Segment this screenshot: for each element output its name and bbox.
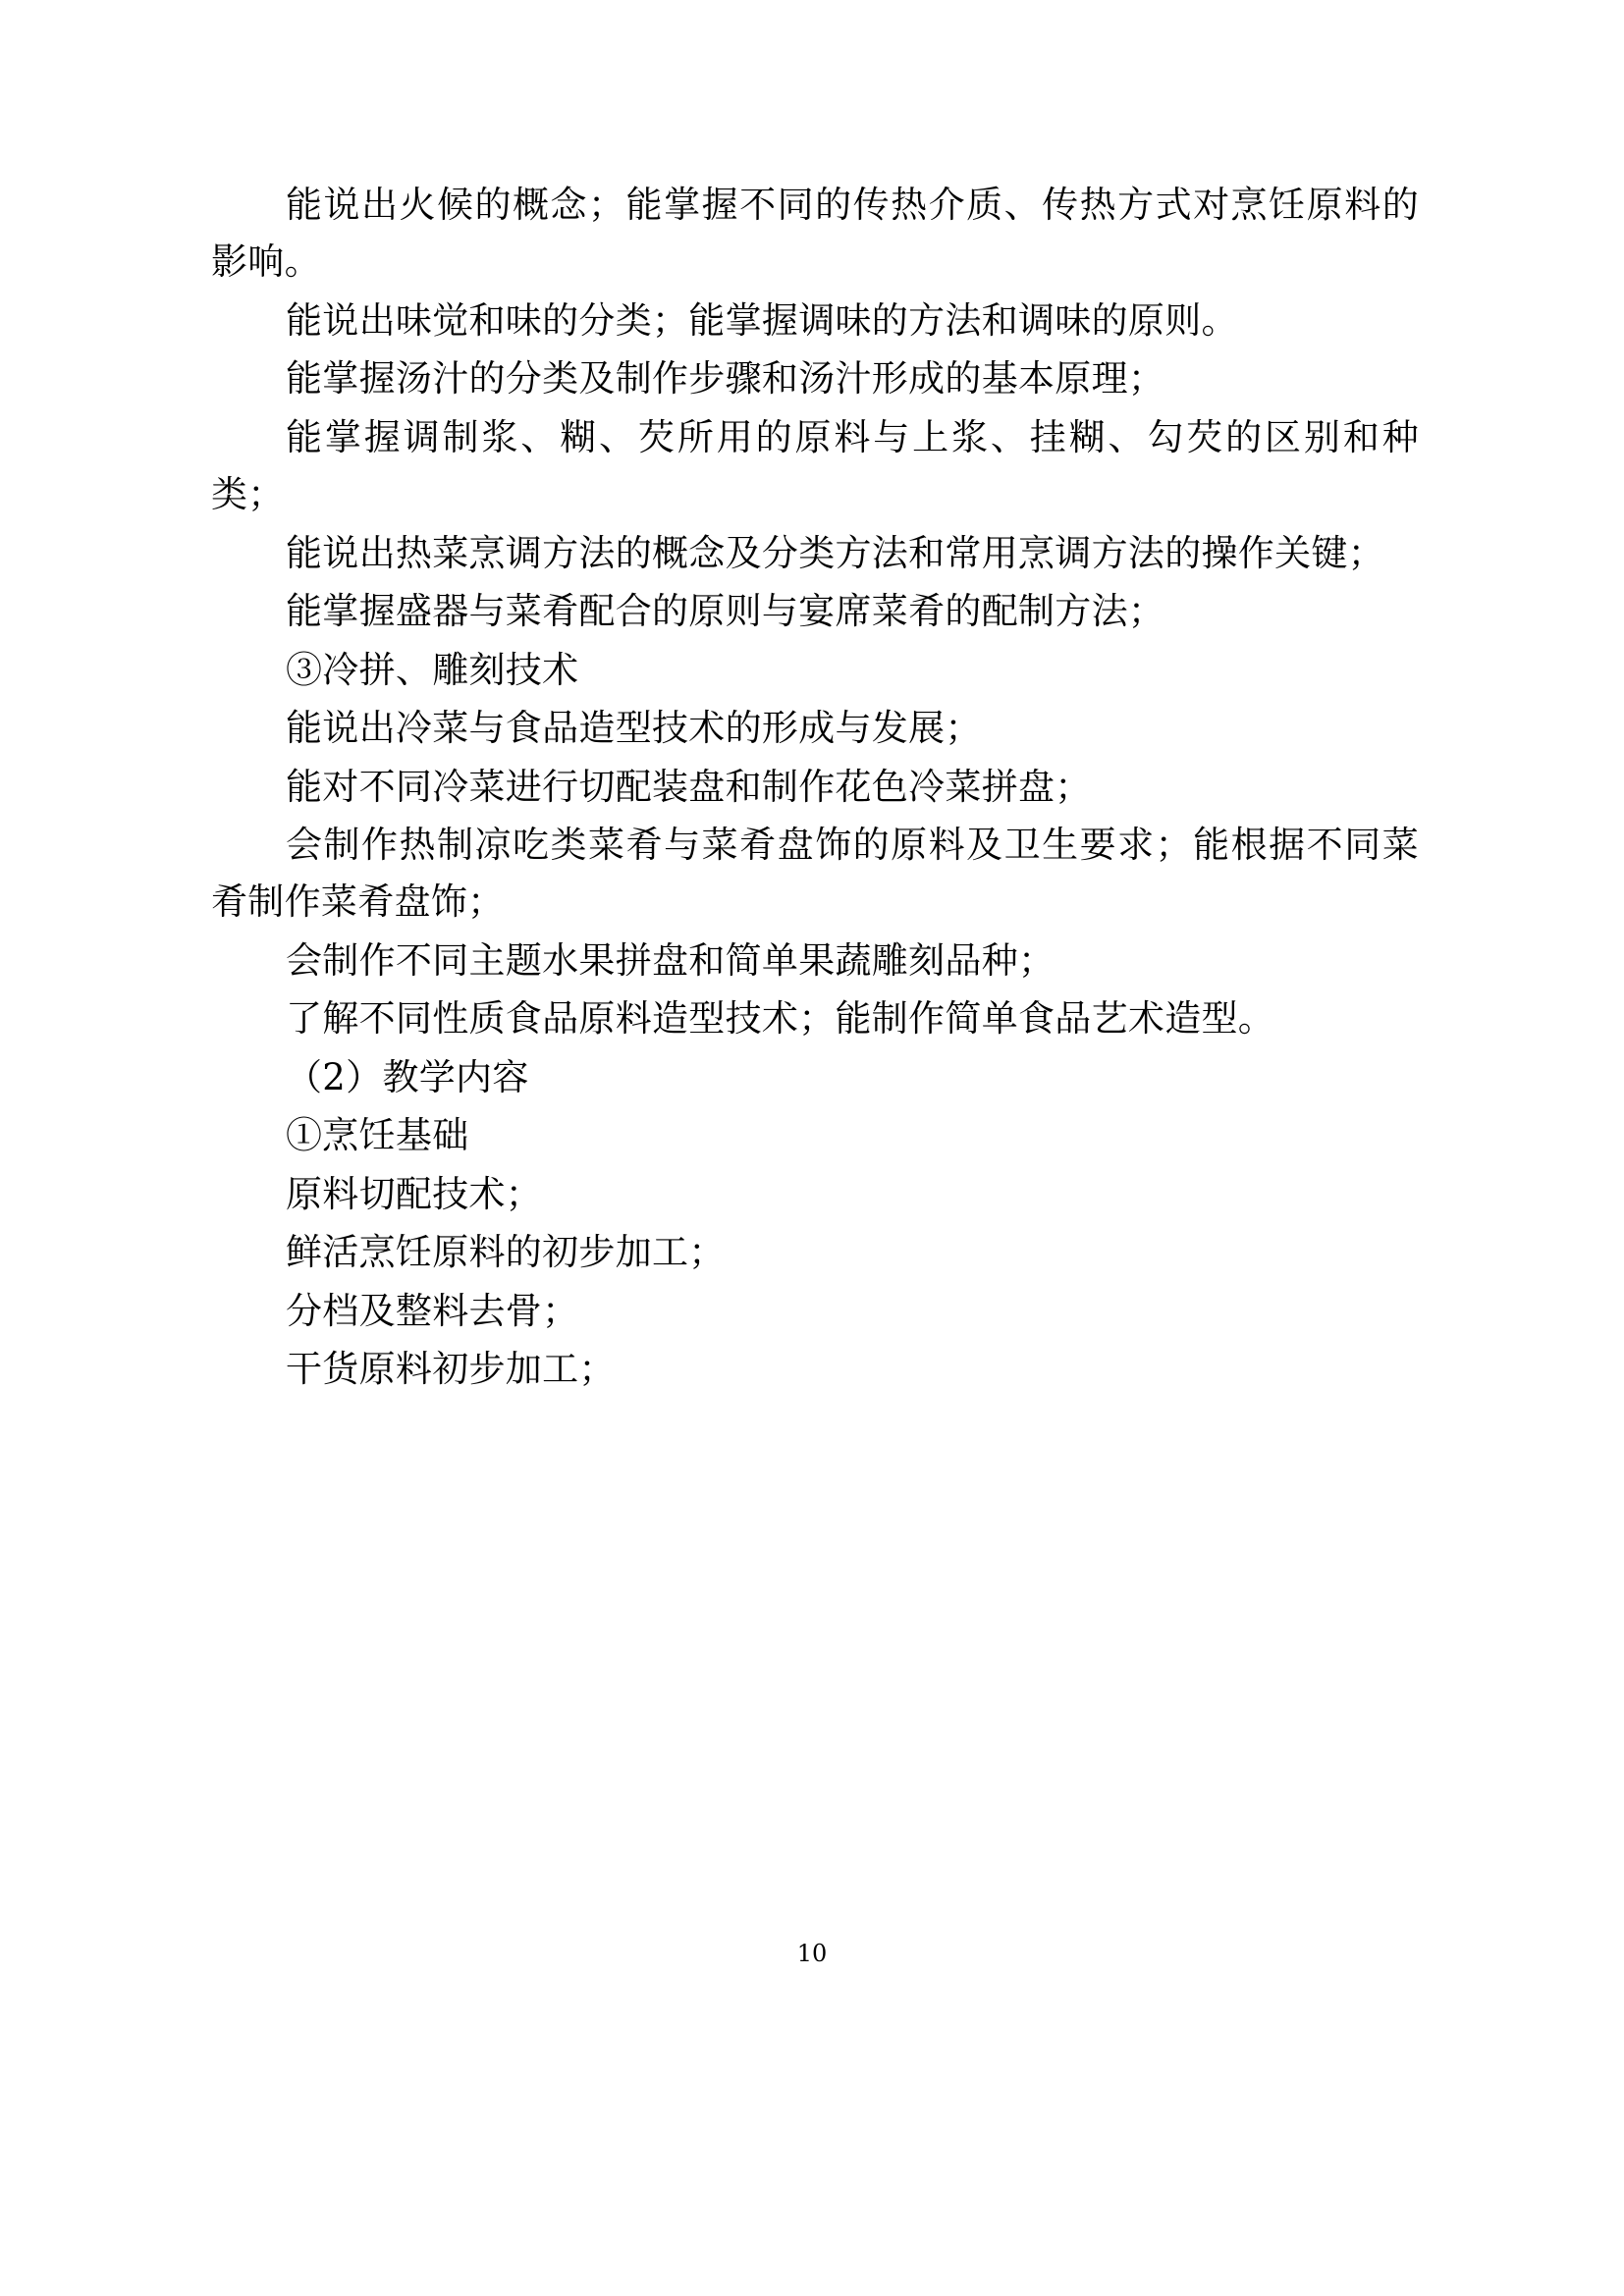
paragraph: 能掌握盛器与菜肴配合的原则与宴席菜肴的配制方法； bbox=[286, 590, 1165, 633]
page-number: 10 bbox=[796, 1940, 828, 1967]
list-item-heading: ①烹饪基础 bbox=[286, 1114, 469, 1157]
paragraph: 能说出冷菜与食品造型技术的形成与发展； bbox=[286, 707, 982, 750]
paragraph: 分档及整料去骨； bbox=[286, 1289, 579, 1332]
paragraph: 能对不同冷菜进行切配装盘和制作花色冷菜拼盘； bbox=[286, 765, 1092, 808]
paragraph: 干货原料初步加工； bbox=[286, 1348, 616, 1391]
paragraph: 了解不同性质食品原料造型技术；能制作简单食品艺术造型。 bbox=[286, 997, 1275, 1041]
list-item-heading: ③冷拼、雕刻技术 bbox=[286, 648, 579, 691]
paragraph: 原料切配技术； bbox=[286, 1172, 543, 1215]
section-heading: （2）教学内容 bbox=[286, 1055, 529, 1098]
paragraph: 鲜活烹饪原料的初步加工； bbox=[286, 1231, 726, 1274]
paragraph: 能掌握汤汁的分类及制作步骤和汤汁形成的基本原理； bbox=[286, 357, 1165, 400]
paragraph: 能掌握调制浆、糊、芡所用的原料与上浆、挂糊、勾芡的区别和种类； bbox=[211, 415, 1419, 516]
paragraph: 能说出味觉和味的分类；能掌握调味的方法和调味的原则。 bbox=[286, 298, 1238, 342]
paragraph: 能说出热菜烹调方法的概念及分类方法和常用烹调方法的操作关键； bbox=[286, 531, 1384, 574]
paragraph: 会制作热制凉吃类菜肴与菜肴盘饰的原料及卫生要求；能根据不同菜肴制作菜肴盘饰； bbox=[211, 823, 1419, 924]
paragraph: 会制作不同主题水果拼盘和简单果蔬雕刻品种； bbox=[286, 938, 1056, 982]
page-body bbox=[211, 177, 1419, 1400]
paragraph: 能说出火候的概念；能掌握不同的传热介质、传热方式对烹饪原料的影响。 bbox=[211, 184, 1419, 284]
